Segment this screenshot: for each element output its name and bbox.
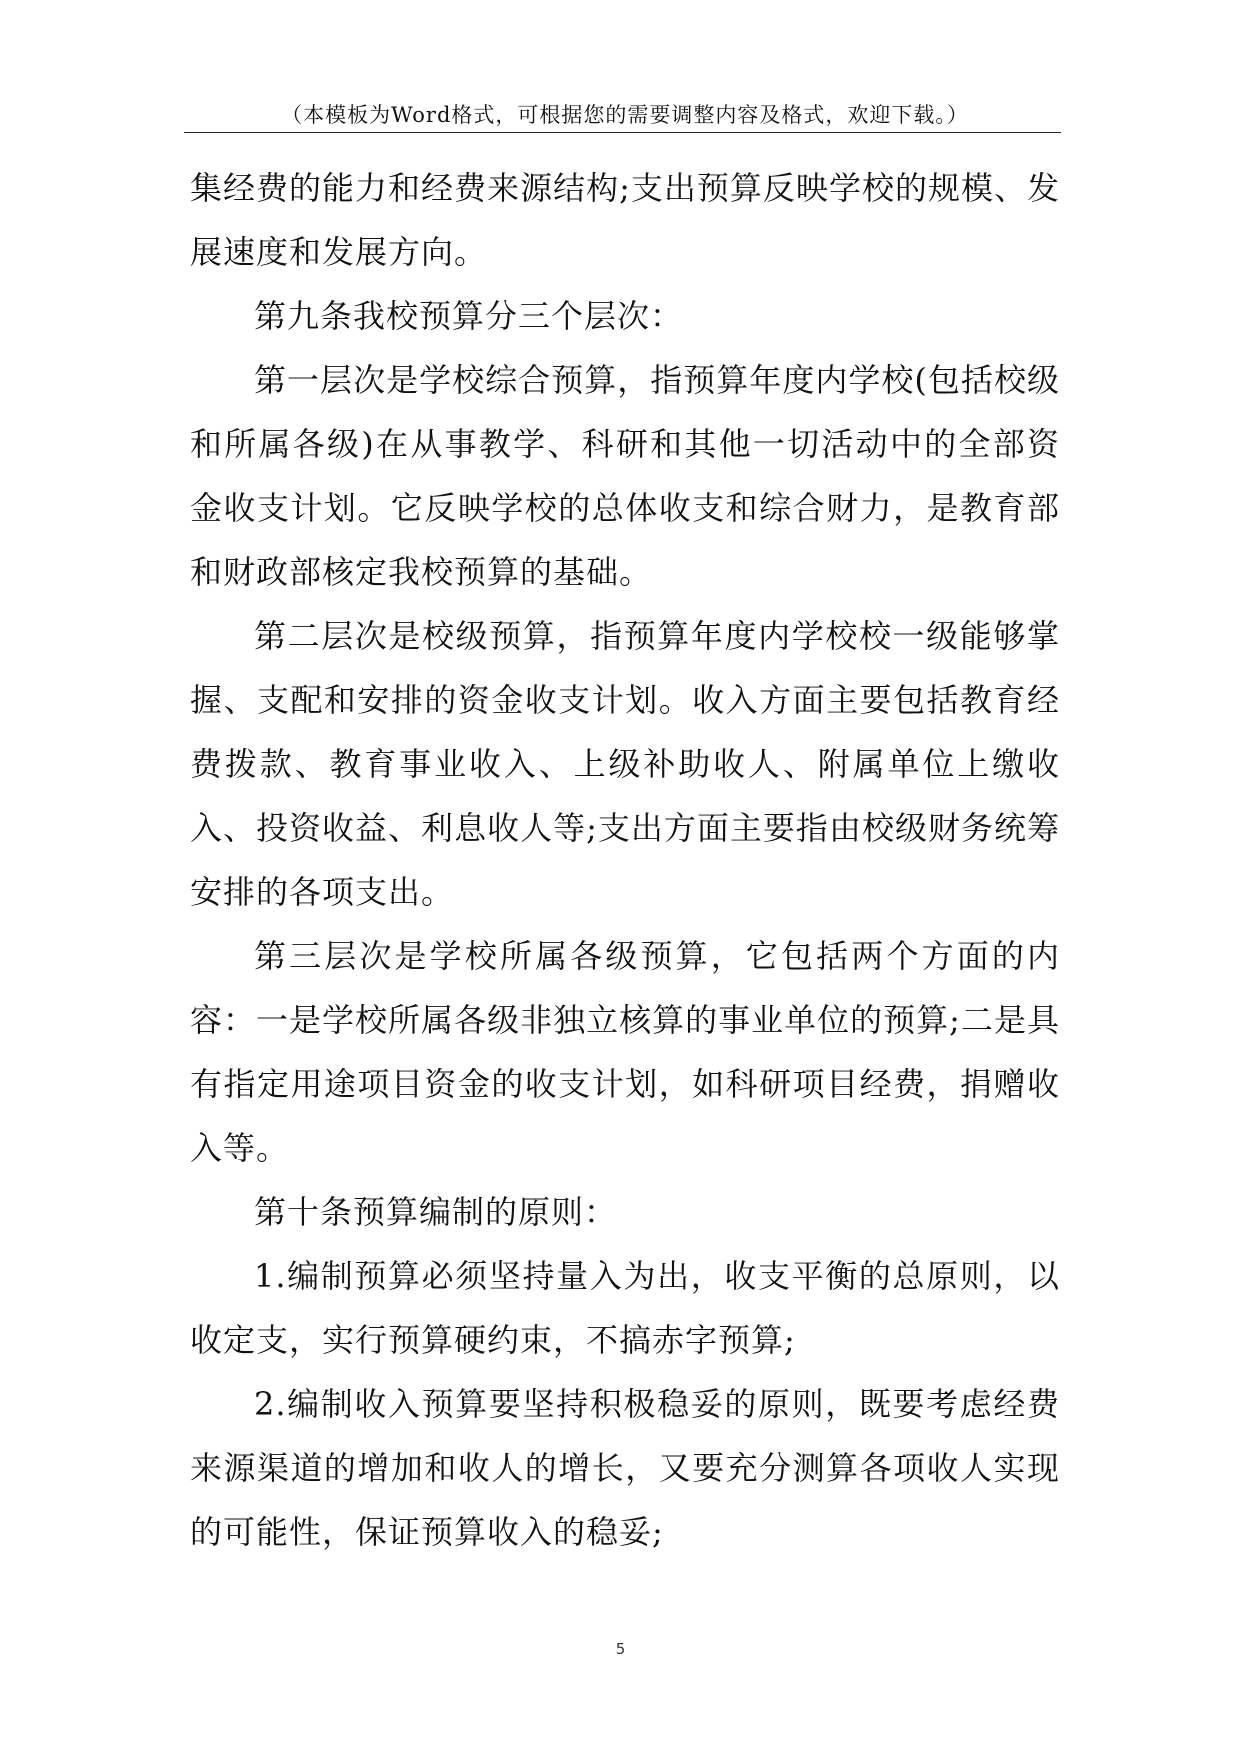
paragraph-principle-1: 1.编制预算必须坚持量入为出，收支平衡的总原则，以收定支，实行预算硬约束，不搞赤字预算; bbox=[190, 1257, 1060, 1359]
page-number: 5 bbox=[615, 1640, 626, 1658]
paragraph-article-9-heading: 第九条我校预算分三个层次： bbox=[254, 297, 684, 335]
paragraph-level-2: 第二层次是校级预算，指预算年度内学校校一级能够掌握、支配和安排的资金收支计划。收入方面主要包括教育经费拨款、教育事业收入、上级补助收人、附属单位上缴收入、投资收益、利息收人等;支出方面主要指由校级财务统筹安排的各项支出。 bbox=[190, 617, 1060, 911]
document-body bbox=[190, 156, 1060, 1564]
header-divider bbox=[184, 132, 1061, 133]
paragraph-article-10-heading: 第十条预算编制的原则： bbox=[254, 1193, 618, 1231]
paragraph-level-1: 第一层次是学校综合预算，指预算年度内学校(包括校级和所属各级)在从事教学、科研和其他一切活动中的全部资金收支计划。它反映学校的总体收支和综合财力，是教育部和财政部核定我校预算的基础。 bbox=[190, 361, 1060, 591]
page-header-note: （本模板为Word格式，可根据您的需要调整内容及格式，欢迎下载。） bbox=[281, 103, 969, 127]
paragraph-level-3: 第三层次是学校所属各级预算，它包括两个方面的内容：一是学校所属各级非独立核算的事业单位的预算;二是具有指定用途项目资金的收支计划，如科研项目经费，捐赠收入等。 bbox=[190, 937, 1060, 1167]
paragraph-continuation: 集经费的能力和经费来源结构;支出预算反映学校的规模、发展速度和发展方向。 bbox=[190, 169, 1060, 271]
paragraph-principle-2: 2.编制收入预算要坚持积极稳妥的原则，既要考虑经费来源渠道的增加和收人的增长，又要充分测算各项收人实现的可能性，保证预算收入的稳妥; bbox=[190, 1385, 1060, 1551]
